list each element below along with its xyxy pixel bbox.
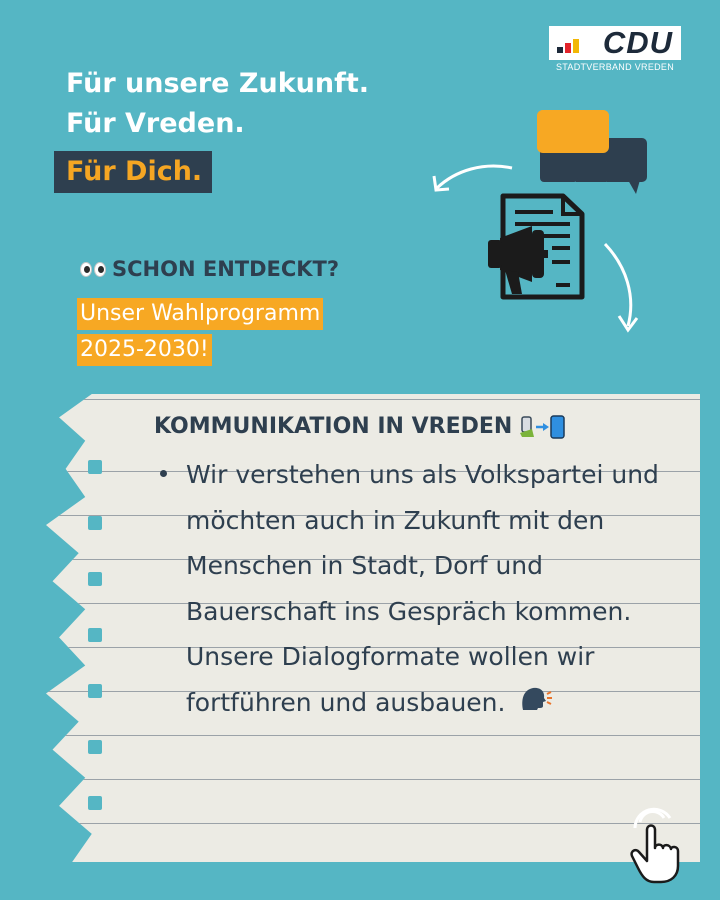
card-title <box>154 414 566 439</box>
cdu-logo <box>549 26 681 60</box>
speaking-head-icon <box>519 681 553 727</box>
pointing-hand-icon <box>628 802 688 884</box>
phone-to-phone-icon <box>520 415 566 439</box>
eyes-icon <box>80 262 106 277</box>
arrow-left-icon <box>437 166 512 188</box>
speech-bubbles-megaphone-document-icon <box>420 100 660 340</box>
discover-heading <box>80 257 339 281</box>
card-body-text: Wir verstehen uns als Volkspartei und möchten auch in Zukunft mit den Menschen in Stadt, Dorf und Bauerschaft ins Gespräch kommen. Unsere Dialogformate wollen wir fortführen und ausbauen. <box>186 460 659 717</box>
card-title-text: KOMMUNIKATION IN VREDEN <box>154 414 513 439</box>
logo-text: CDU <box>602 25 673 60</box>
program-line-1: Unser Wahlprogramm <box>77 298 323 330</box>
card-body <box>186 452 696 726</box>
bullet-dot <box>160 470 167 477</box>
headline-line-3: Für Dich. <box>66 156 203 187</box>
discover-label: SCHON ENTDECKT? <box>112 257 340 281</box>
headline-line-2: Für Vreden. <box>66 108 245 139</box>
program-line-2: 2025-2030! <box>77 334 212 366</box>
arrow-down-icon <box>605 244 631 326</box>
logo-bars-icon <box>557 39 579 53</box>
headline-line-1: Für unsere Zukunft. <box>66 68 369 99</box>
logo-subtitle: STADTVERBAND VREDEN <box>555 62 675 72</box>
